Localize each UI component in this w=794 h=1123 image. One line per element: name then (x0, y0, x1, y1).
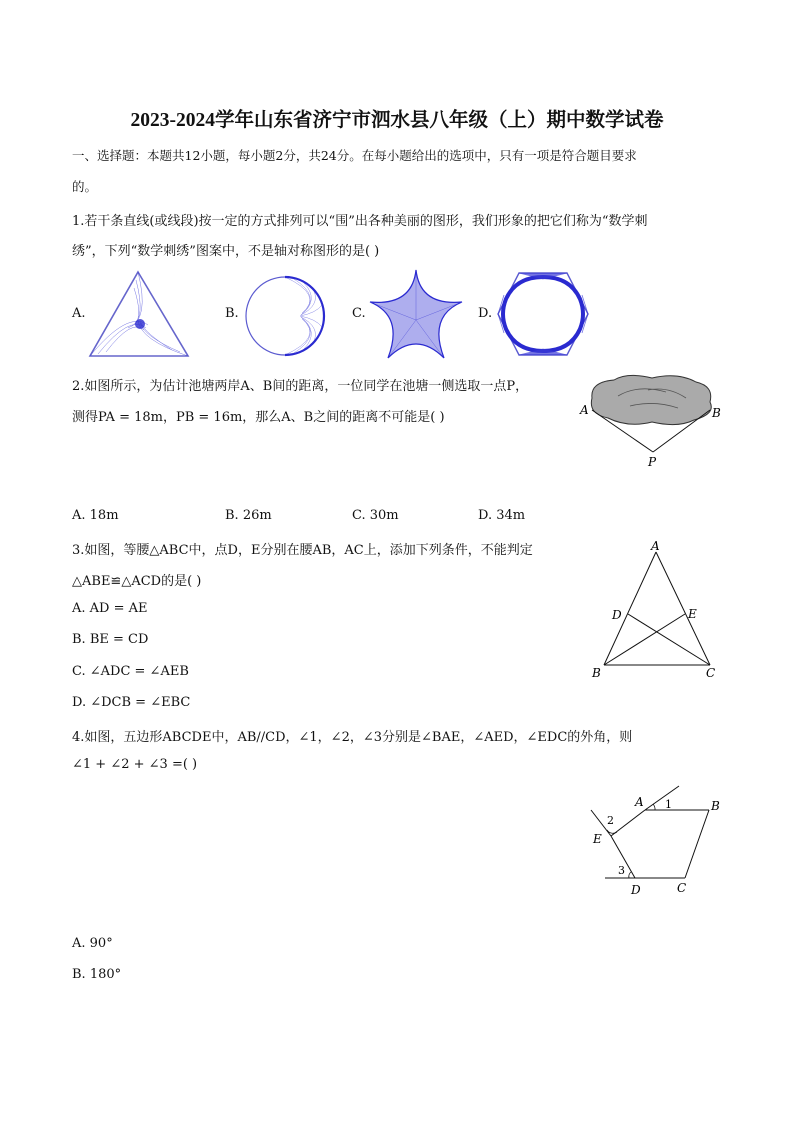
page-title: 2023-2024学年山东省济宁市泗水县八年级（上）期中数学试卷 (130, 110, 664, 131)
q4-label-b: B (711, 799, 720, 813)
q2-option-a: A. 18m (72, 508, 119, 523)
q2-stem-line2: 测得PA = 18m，PB = 16m，那么A、B之间的距离不可能是( ) (72, 410, 445, 425)
q1-figure-c (368, 268, 464, 360)
q4-pentagon-figure (585, 782, 730, 902)
q4-label-3: 3 (618, 864, 625, 877)
q4-label-c: C (677, 881, 687, 895)
q1-option-c-label: C. (352, 306, 366, 321)
q2-option-b: B. 26m (225, 508, 272, 523)
q3-label-e: E (688, 607, 697, 621)
q4-label-1: 1 (665, 798, 672, 811)
q4-stem-line1: 4.如图，五边形ABCDE中，AB//CD，∠1，∠2，∠3分别是∠BAE，∠AED，∠EDC的外角，则 (72, 730, 633, 745)
q4-stem-line2: ∠1 + ∠2 + ∠3 =( ) (72, 757, 198, 772)
section-heading-line1: 一、选择题：本题共12小题，每小题2分，共24分。在每小题给出的选项中，只有一项是符合题目要求 (72, 148, 637, 163)
q3-stem-line1: 3.如图，等腰△ABC中，点D，E分别在腰AB，AC上，添加下列条件，不能判定 (72, 543, 533, 558)
q3-label-d: D (612, 608, 622, 622)
q4-option-a: A. 90° (72, 936, 113, 951)
q3-label-a: A (651, 539, 660, 553)
q1-figure-a (88, 270, 193, 360)
q4-label-e: E (593, 832, 602, 846)
q2-label-b: B (712, 406, 721, 420)
q2-option-c: C. 30m (352, 508, 399, 523)
q2-option-d: D. 34m (478, 508, 526, 523)
q3-label-c: C (706, 666, 716, 680)
q3-option-c: C. ∠ADC = ∠AEB (72, 664, 189, 679)
q3-triangle-figure (588, 538, 728, 683)
q2-label-a: A (580, 403, 589, 417)
q2-pond-figure (578, 370, 728, 470)
q3-option-d: D. ∠DCB = ∠EBC (72, 695, 191, 710)
q2-label-p: P (648, 455, 657, 469)
q4-option-b: B. 180° (72, 967, 122, 982)
q1-figure-b (244, 275, 326, 357)
q3-option-b: B. BE = CD (72, 632, 149, 647)
section-heading-line2: 的。 (72, 179, 98, 194)
q1-option-d-label: D. (478, 306, 493, 321)
q1-option-b-label: B. (225, 306, 239, 321)
q1-stem-line1: 1.若干条直线(或线段)按一定的方式排列可以“围”出各种美丽的图形，我们形象的把它们称为“数学刺 (72, 214, 648, 229)
q3-stem-line2: △ABE≌△ACD的是( ) (72, 574, 202, 589)
q1-figure-d (496, 271, 590, 357)
q3-option-a: A. AD = AE (72, 601, 148, 616)
q1-stem-line2: 绣”，下列“数学刺绣”图案中，不是轴对称图形的是( ) (72, 244, 380, 259)
q4-label-d: D (631, 883, 641, 897)
q3-label-b: B (592, 666, 601, 680)
q1-option-a-label: A. (72, 306, 86, 321)
q4-label-2: 2 (607, 814, 614, 827)
q4-label-a: A (635, 795, 644, 809)
q2-stem-line1: 2.如图所示，为估计池塘两岸A、B间的距离，一位同学在池塘一侧选取一点P， (72, 379, 529, 394)
